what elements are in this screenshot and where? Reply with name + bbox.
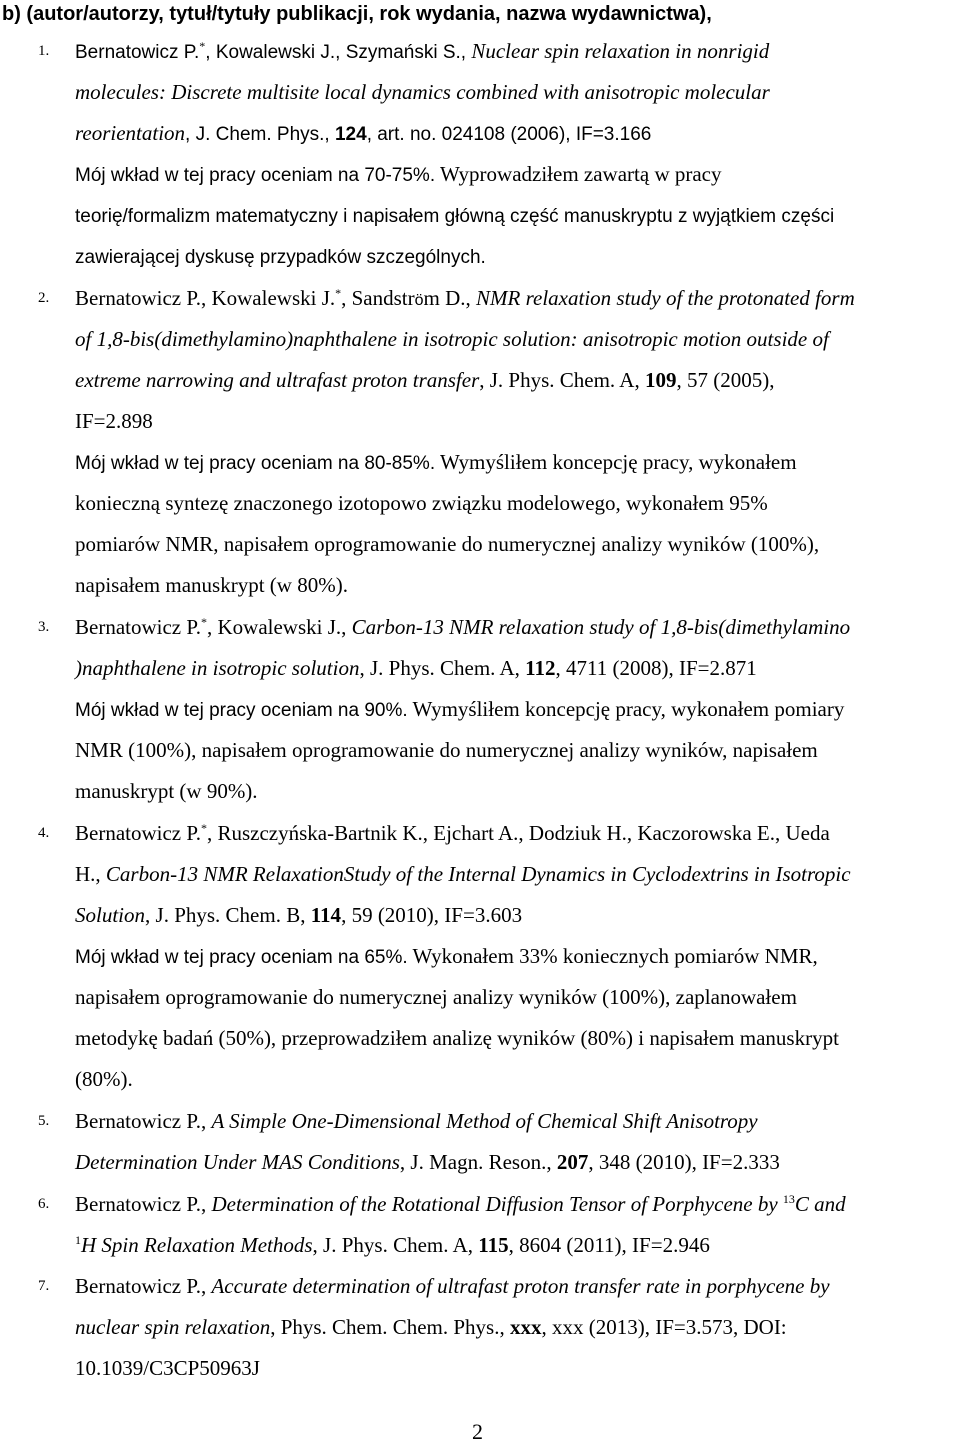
authors: , Sandstr <box>341 286 415 310</box>
isotope-superscript: 1 <box>75 1233 81 1247</box>
contribution-share: Mój wkład w tej pracy oceniam na 70-75%. <box>75 165 436 186</box>
citation-details: , 4711 (2008), IF=2.871 <box>555 656 757 680</box>
citation-line <box>75 366 774 394</box>
authors: Bernatowicz P. <box>75 615 201 639</box>
contribution-line <box>75 160 722 190</box>
contribution-line <box>75 695 844 725</box>
contribution-text: metodykę badań (50%), przeprowadziłem analizę wyników (80%) i napisałem manuskrypt <box>75 1026 839 1050</box>
authors: Bernatowicz P. <box>75 821 201 845</box>
citation-details: , 57 (2005), <box>676 368 775 392</box>
contribution-text: Wymyśliłem koncepcję pracy, wykonałem <box>435 450 797 474</box>
authors: Bernatowicz P. <box>75 42 200 63</box>
item-number: 7. <box>38 1278 50 1294</box>
article-title: molecules: Discrete multisite local dynamics combined with anisotropic molecular <box>75 80 770 104</box>
article-title: of 1,8-bis(dimethylamino)naphthalene in isotropic solution: anisotropic motion outside of <box>75 327 829 351</box>
citation-line <box>75 819 830 847</box>
article-title: NMR relaxation study of the protonated form <box>476 286 855 310</box>
authors: Bernatowicz P., <box>75 1192 212 1216</box>
volume: 115 <box>478 1233 509 1257</box>
volume: 109 <box>644 368 677 392</box>
contribution-line <box>75 1065 133 1093</box>
contribution-text: Wymyśliłem koncepcję pracy, wykonałem pomiary <box>407 697 845 721</box>
authors: ö <box>414 292 424 309</box>
contribution-text: Wykonałem 33% koniecznych pomiarów NMR, <box>407 944 818 968</box>
article-title: H Spin Relaxation Methods <box>81 1233 313 1257</box>
citation-line <box>75 325 829 353</box>
contribution-text: manuskrypt (w 90%). <box>75 779 258 803</box>
citation-line <box>75 1313 787 1341</box>
citation-line <box>75 78 770 106</box>
article-title: C and <box>794 1192 846 1216</box>
citation-line <box>75 1148 780 1176</box>
journal: , Phys. Chem. Chem. Phys., <box>270 1315 510 1339</box>
journal: , J. Chem. Phys., <box>185 124 335 145</box>
article-title: Determination Under MAS Conditions <box>75 1150 400 1174</box>
journal: , J. Phys. Chem. A, <box>312 1233 479 1257</box>
contribution-text: konieczną syntezę znaczonego izotopowo związku modelowego, wykonałem 95% <box>75 491 768 515</box>
contribution-line <box>75 1024 839 1052</box>
article-title: Nuclear spin relaxation in nonrigid <box>471 39 770 63</box>
citation-line <box>75 1272 830 1300</box>
citation-details: , 59 (2010), IF=3.603 <box>341 903 523 927</box>
contribution-line <box>75 242 486 272</box>
contribution-line <box>75 571 348 599</box>
citation-details: , 8604 (2011), IF=2.946 <box>508 1233 710 1257</box>
contribution-line <box>75 448 797 478</box>
journal: , J. Phys. Chem. B, <box>145 903 311 927</box>
citation-line <box>75 654 757 682</box>
contribution-share: Mój wkład w tej pracy oceniam na 90%. <box>75 700 408 721</box>
citation-line <box>75 613 850 641</box>
volume: 207 <box>556 1150 589 1174</box>
item-number: 1. <box>38 43 50 59</box>
citation-details: , xxx (2013), IF=3.573, DOI: <box>541 1315 787 1339</box>
article-title: Carbon-13 NMR relaxation study of 1,8-bis(dimethylamino <box>351 615 851 639</box>
article-title: nuclear spin relaxation <box>75 1315 271 1339</box>
volume: 124 <box>334 124 367 145</box>
isotope-superscript: 13 <box>782 1192 795 1206</box>
item-number: 5. <box>38 1113 50 1129</box>
contribution-text: napisałem oprogramowanie do numerycznej analizy wyników (100%), zaplanowałem <box>75 985 797 1009</box>
citation-line <box>75 1107 758 1135</box>
authors: Bernatowicz P., <box>75 1109 212 1133</box>
item-number: 4. <box>38 825 50 841</box>
article-title: Accurate determination of ultrafast proton transfer rate in porphycene by <box>211 1274 830 1298</box>
corresponding-mark: * <box>200 615 207 629</box>
contribution-line <box>75 983 797 1011</box>
article-title: extreme narrowing and ultrafast proton transfer <box>75 368 480 392</box>
item-number: 6. <box>38 1196 50 1212</box>
contribution-text: NMR (100%), napisałem oprogramowanie do numerycznej analizy wyników, napisałem <box>75 738 818 762</box>
contribution-line <box>75 530 819 558</box>
article-title: reorientation <box>75 121 186 145</box>
citation-line <box>75 407 153 435</box>
journal: , J. Phys. Chem. A, <box>359 656 526 680</box>
citation-details: , 348 (2010), IF=2.333 <box>588 1150 780 1174</box>
citation-line <box>75 1231 710 1259</box>
article-title: Carbon-13 NMR RelaxationStudy of the Internal Dynamics in Cyclodextrins in Isotropic <box>105 862 851 886</box>
citation-line <box>75 284 855 315</box>
citation-line <box>75 37 769 67</box>
contribution-line <box>75 736 818 764</box>
item-number: 3. <box>38 619 50 635</box>
authors: H., <box>75 862 106 886</box>
article-title: Determination of the Rotational Diffusion Tensor of Porphycene by <box>211 1192 783 1216</box>
citation-line <box>75 1354 260 1382</box>
journal: , J. Phys. Chem. A, <box>479 368 645 392</box>
contribution-line <box>75 777 258 805</box>
contribution-text: napisałem manuskrypt (w 80%). <box>75 573 348 597</box>
authors: , Kowalewski J., Szymański S., <box>205 42 472 63</box>
corresponding-mark: * <box>200 821 207 835</box>
contribution-share: Mój wkład w tej pracy oceniam na 65%. <box>75 947 408 968</box>
contribution-text: Wyprowadziłem zawartą w pracy <box>435 162 722 186</box>
authors: Bernatowicz P., Kowalewski J. <box>75 286 336 310</box>
article-title: )naphthalene in isotropic solution <box>75 656 360 680</box>
contribution-share: Mój wkład w tej pracy oceniam na 80-85%. <box>75 453 436 474</box>
contribution-text: zawierającej dyskusę przypadków szczególnych. <box>75 247 486 268</box>
contribution-line <box>75 942 818 972</box>
article-title: A Simple One-Dimensional Method of Chemical Shift Anisotropy <box>211 1109 758 1133</box>
doi: 10.1039/C3CP50963J <box>75 1356 260 1380</box>
contribution-line <box>75 201 834 231</box>
authors: , Kowalewski J., <box>206 615 352 639</box>
section-heading: b) (autor/autorzy, tytuł/tytuły publikacji, rok wydania, nazwa wydawnictwa), <box>2 3 712 25</box>
contribution-text: (80%). <box>75 1067 133 1091</box>
authors: , Ruszczyńska-Bartnik K., Ejchart A., Dodziuk H., Kaczorowska E., Ueda <box>206 821 830 845</box>
impact-factor: IF=2.898 <box>75 409 153 433</box>
article-title: Solution <box>75 903 146 927</box>
citation-line <box>75 1190 846 1218</box>
page-number: 2 <box>472 1419 483 1444</box>
volume: 114 <box>310 903 342 927</box>
corresponding-mark: * <box>335 286 342 300</box>
citation-line <box>75 901 522 929</box>
citation-line <box>75 860 851 888</box>
item-number: 2. <box>38 290 50 306</box>
authors: m D., <box>423 286 477 310</box>
contribution-line <box>75 489 768 517</box>
contribution-text: teorię/formalizm matematyczny i napisałem główną część manuskryptu z wyjątkiem części <box>75 206 835 227</box>
authors: Bernatowicz P., <box>75 1274 212 1298</box>
volume: xxx <box>509 1315 542 1339</box>
citation-details: , art. no. 024108 (2006), IF=3.166 <box>366 124 652 145</box>
citation-line <box>75 119 651 149</box>
journal: , J. Magn. Reson., <box>399 1150 557 1174</box>
volume: 112 <box>525 656 556 680</box>
contribution-text: pomiarów NMR, napisałem oprogramowanie do numerycznej analizy wyników (100%), <box>75 532 820 556</box>
corresponding-mark: * <box>199 39 206 53</box>
